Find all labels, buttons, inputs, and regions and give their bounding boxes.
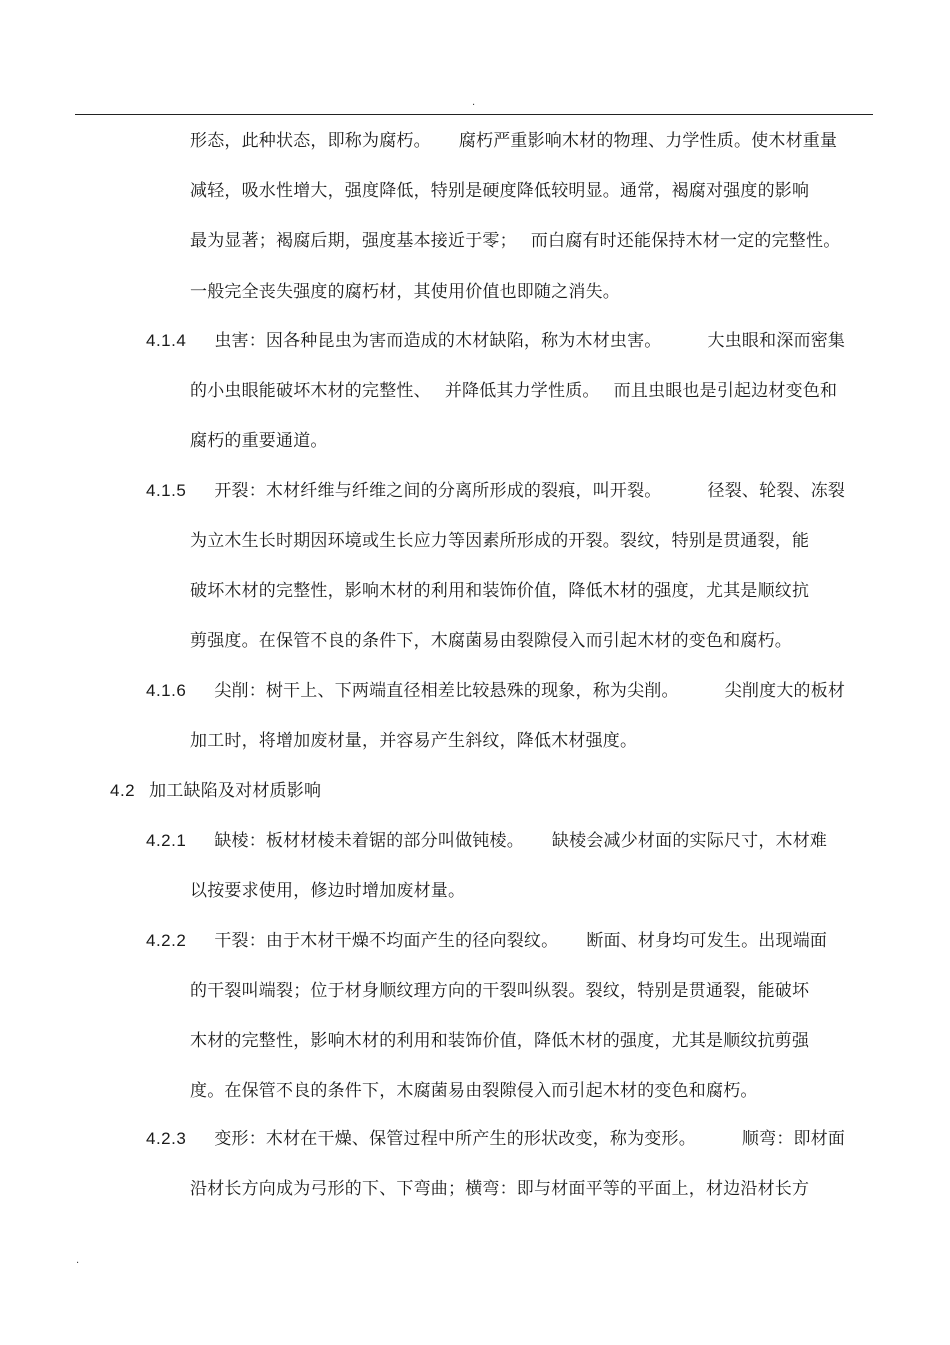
paragraph-line: 腐朽的重要通道。 bbox=[190, 431, 328, 451]
text-run: 干裂：由于木材干燥不均面产生的径向裂纹。 bbox=[214, 931, 559, 951]
section-4-1-5-heading bbox=[146, 480, 845, 502]
header-rule bbox=[75, 114, 873, 115]
text-run: 形态，此种状态，即称为腐朽。 bbox=[190, 131, 431, 151]
section-4-2-heading bbox=[110, 780, 321, 802]
footer-mark: . bbox=[76, 1255, 80, 1266]
paragraph-line: 为立木生长时期因环境或生长应力等因素所形成的开裂。裂纹，特别是贯通裂，能 bbox=[190, 531, 810, 551]
section-title: 加工缺陷及对材质影响 bbox=[149, 781, 322, 801]
section-number: 4.2.2 bbox=[146, 931, 187, 950]
paragraph-line: 一般完全丧失强度的腐朽材，其使用价值也即随之消失。 bbox=[190, 282, 620, 302]
paragraph-line: 以按要求使用，修边时增加废材量。 bbox=[190, 881, 466, 901]
text-run: 顺弯：即材面 bbox=[741, 1129, 846, 1149]
paragraph-line: 木材的完整性，影响木材的利用和装饰价值，降低木材的强度，尤其是顺纹抗剪强 bbox=[190, 1031, 810, 1051]
section-number: 4.2.1 bbox=[146, 831, 187, 850]
text-run: 断面、材身均可发生。出现端面 bbox=[586, 931, 828, 951]
paragraph-line: 的干裂叫端裂；位于材身顺纹理方向的干裂叫纵裂。裂纹，特别是贯通裂，能破坏 bbox=[190, 981, 810, 1001]
paragraph-line bbox=[190, 130, 837, 152]
section-number: 4.1.4 bbox=[146, 331, 187, 350]
paragraph-line: 度。在保管不良的条件下，木腐菌易由裂隙侵入而引起木材的变色和腐朽。 bbox=[190, 1081, 758, 1101]
text-run: 大虫眼和深而密集 bbox=[707, 331, 846, 351]
paragraph-line: 破坏木材的完整性，影响木材的利用和装饰价值，降低木材的强度，尤其是顺纹抗 bbox=[190, 581, 810, 601]
paragraph-line bbox=[190, 230, 840, 252]
text-run: 腐朽严重影响木材的物理、力学性质。使木材重量 bbox=[458, 131, 838, 151]
text-run: 变形：木材在干燥、保管过程中所产生的形状改变，称为变形。 bbox=[214, 1129, 696, 1149]
section-number: 4.2 bbox=[110, 781, 136, 800]
text-run: 而白腐有时还能保持木材一定的完整性。 bbox=[530, 231, 841, 251]
text-run: 而且虫眼也是引起边材变色和 bbox=[613, 381, 838, 401]
text-run: 径裂、轮裂、冻裂 bbox=[707, 481, 846, 501]
paragraph-line: 减轻，吸水性增大，强度降低，特别是硬度降低较明显。通常，褐腐对强度的影响 bbox=[190, 181, 810, 201]
section-4-1-6-heading bbox=[146, 680, 845, 702]
section-4-1-4-heading bbox=[146, 330, 845, 352]
section-number: 4.1.6 bbox=[146, 681, 187, 700]
text-run: 缺棱会减少材面的实际尺寸，木材难 bbox=[551, 831, 828, 851]
paragraph-line: 剪强度。在保管不良的条件下，木腐菌易由裂隙侵入而引起木材的变色和腐朽。 bbox=[190, 631, 792, 651]
paragraph-line: 沿材长方向成为弓形的下、下弯曲；横弯：即与材面平等的平面上，材边沿材长方 bbox=[190, 1179, 810, 1199]
text-run: 缺棱：板材材棱未着锯的部分叫做钝棱。 bbox=[214, 831, 524, 851]
paragraph-line: 加工时，将增加废材量，并容易产生斜纹，降低木材强度。 bbox=[190, 731, 638, 751]
text-run: 并降低其力学性质。 bbox=[444, 381, 600, 401]
text-run: 开裂：木材纤维与纤维之间的分离所形成的裂痕，叫开裂。 bbox=[214, 481, 662, 501]
text-run: 尖削：树干上、下两端直径相差比较悬殊的现象，称为尖削。 bbox=[214, 681, 679, 701]
section-4-2-2-heading bbox=[146, 930, 827, 952]
header-mark: . bbox=[472, 97, 476, 108]
text-run: 尖削度大的板材 bbox=[724, 681, 846, 701]
section-number: 4.2.3 bbox=[146, 1129, 187, 1148]
text-run: 虫害：因各种昆虫为害而造成的木材缺陷，称为木材虫害。 bbox=[214, 331, 662, 351]
section-4-2-3-heading bbox=[146, 1128, 845, 1150]
text-run: 的小虫眼能破坏木材的完整性、 bbox=[190, 381, 431, 401]
text-run: 最为显著；褐腐后期，强度基本接近于零； bbox=[190, 231, 517, 251]
paragraph-line bbox=[190, 380, 837, 402]
section-number: 4.1.5 bbox=[146, 481, 187, 500]
section-4-2-1-heading bbox=[146, 830, 827, 852]
